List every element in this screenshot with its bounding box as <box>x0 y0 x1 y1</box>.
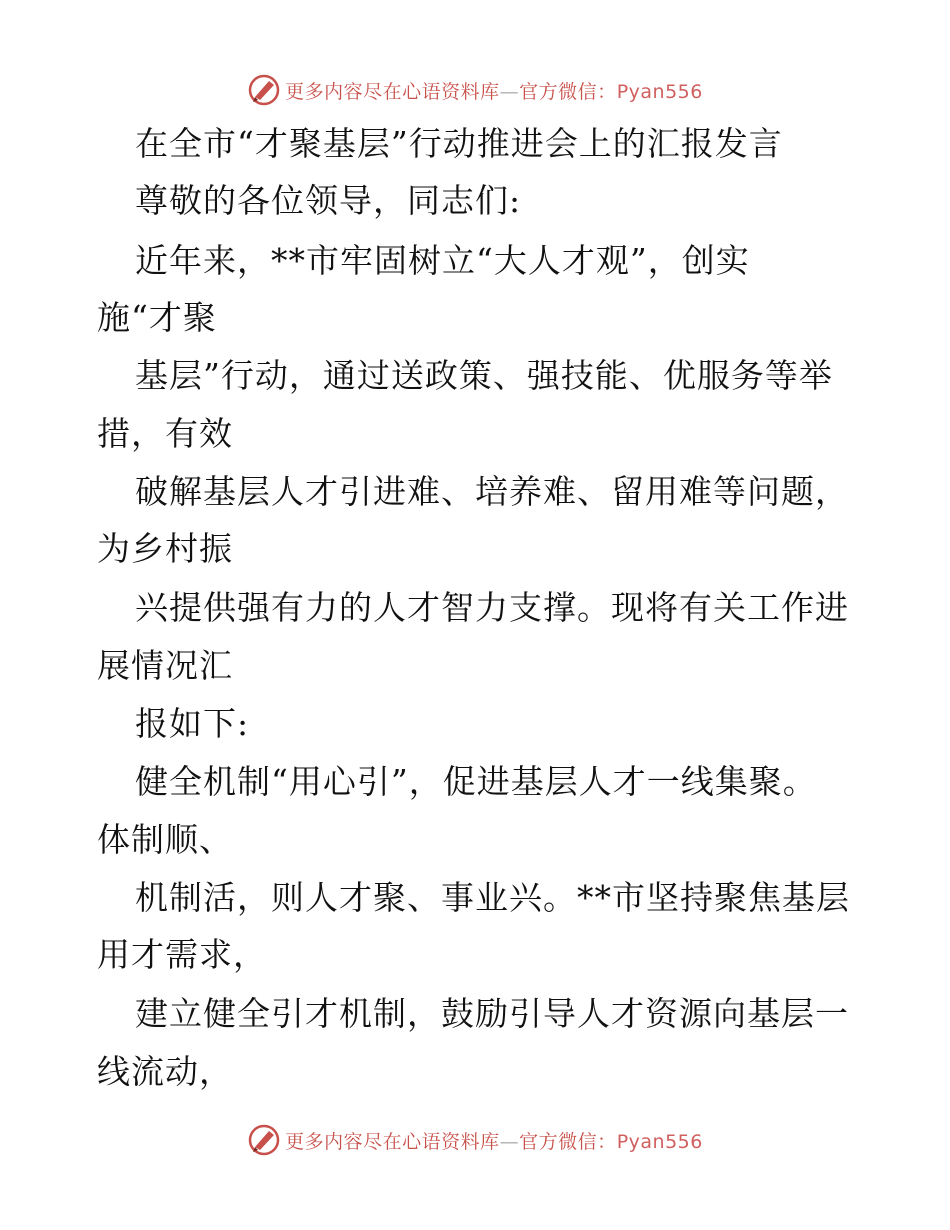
footer-watermark <box>0 1120 950 1160</box>
text-line: 兴提供强有力的人才智力支撑。现将有关工作进 <box>135 588 849 627</box>
text-line: 体制顺、 <box>97 820 233 859</box>
text-line: 展情况汇 <box>97 646 233 685</box>
text-line: 线流动， <box>97 1052 233 1091</box>
text-line: 基层”行动，通过送政策、强技能、优服务等举 <box>135 356 833 395</box>
text-line: 报如下: <box>135 704 250 743</box>
header-watermark <box>0 70 950 110</box>
text-line: 措，有效 <box>97 414 233 453</box>
section-heading: 健全机制“用心引”，促进基层人才一线集聚。 <box>135 762 817 801</box>
pen-logo-icon <box>247 73 281 107</box>
text-line: 建立健全引才机制，鼓励引导人才资源向基层一 <box>135 994 849 1033</box>
text-line: 为乡村振 <box>97 529 233 568</box>
text-line: 施“才聚 <box>97 298 217 337</box>
text-line: 近年来，**市牢固树立“大人才观”，创实 <box>135 241 750 280</box>
document-title: 在全市“才聚基层”行动推进会上的汇报发言 <box>135 124 783 163</box>
text-line: 破解基层人才引进难、培养难、留用难等问题， <box>135 472 849 511</box>
pen-logo-icon <box>247 1123 281 1157</box>
text-line: 用才需求， <box>97 935 267 974</box>
watermark-text: 更多内容尽在心语资料库—官方微信：Pyan556 <box>285 1130 703 1153</box>
watermark-text: 更多内容尽在心语资料库—官方微信：Pyan556 <box>285 80 703 103</box>
salutation: 尊敬的各位领导，同志们: <box>135 181 522 220</box>
text-line: 机制活，则人才聚、事业兴。**市坚持聚焦基层 <box>135 878 850 917</box>
